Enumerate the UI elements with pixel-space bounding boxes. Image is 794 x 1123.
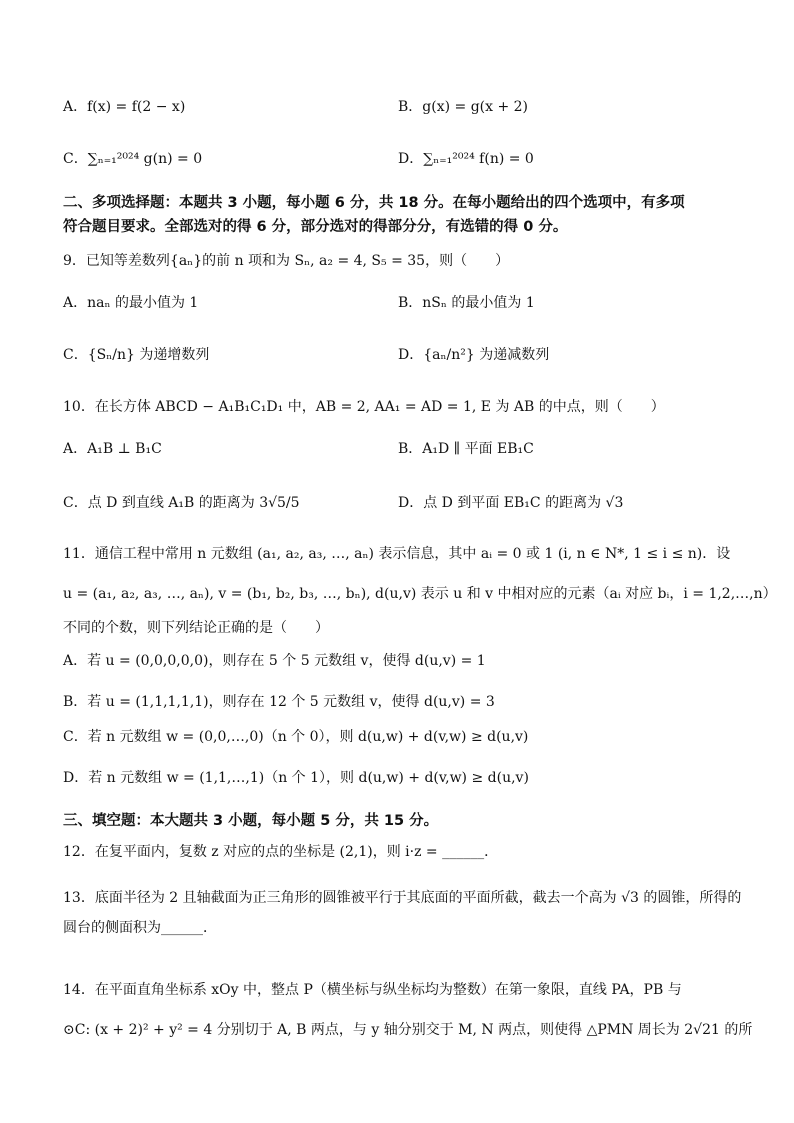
q9-option-d: D．{aₙ/n²} 为递减数列 [398,347,550,363]
q13-line2: 圆台的侧面积为______． [63,920,217,936]
q11-option-c: C．若 n 元数组 w = (0,0,…,0)（n 个 0），则 d(u,w) + d(v,w) ≥ d(u,v) [63,729,529,745]
q11-stem-line2: u = (a₁, a₂, a₃, …, aₙ), v = (b₁, b₂, b₃, …, bₙ), d(u,v) 表示 u 和 v 中相对应的元素（aᵢ 对应 bᵢ，i = 1,2,…,n） [63,586,777,602]
q11-option-a: A．若 u = (0,0,0,0,0)，则存在 5 个 5 元数组 v，使得 d(u,v) = 1 [63,653,486,669]
q8-option-d: D．∑ₙ₌₁²⁰²⁴ f(n) = 0 [398,151,534,167]
q10-option-c: C．点 D 到直线 A₁B 的距离为 3√5/5 [63,495,300,511]
q9-stem: 9．已知等差数列{aₙ}的前 n 项和为 Sₙ, a₂ = 4, S₅ = 35，则（ ） [63,253,510,269]
q11-stem-line1: 11．通信工程中常用 n 元数组 (a₁, a₂, a₃, …, aₙ) 表示信息，其中 aᵢ = 0 或 1 (i, n ∈ N*, 1 ≤ i ≤ n)．设 [63,546,731,562]
q11-stem-line3: 不同的个数，则下列结论正确的是（ ） [63,620,329,636]
q8-option-b: B．g(x) = g(x + 2) [398,99,529,115]
q10-option-b: B．A₁D ∥ 平面 EB₁C [398,441,534,457]
q10-option-a: A．A₁B ⊥ B₁C [63,441,162,457]
section2-heading-line2: 符合题目要求。全部选对的得 6 分，部分选对的得部分分，有选错的得 0 分。 [63,219,568,235]
q9-option-a: A．naₙ 的最小值为 1 [63,295,199,311]
q8-option-a: A．f(x) = f(2 − x) [63,99,186,115]
q13-line1: 13．底面半径为 2 且轴截面为正三角形的圆锥被平行于其底面的平面所截，截去一个高为 √3 的圆锥，所得的 [63,890,742,906]
q10-stem: 10．在长方体 ABCD − A₁B₁C₁D₁ 中，AB = 2, AA₁ = AD = 1, E 为 AB 的中点，则（ ） [63,399,665,415]
q8-option-c: C．∑ₙ₌₁²⁰²⁴ g(n) = 0 [63,151,203,167]
q10-option-d: D．点 D 到平面 EB₁C 的距离为 √3 [398,495,624,511]
q11-option-b: B．若 u = (1,1,1,1,1)，则存在 12 个 5 元数组 v，使得 d(u,v) = 3 [63,694,495,710]
q9-option-c: C．{Sₙ/n} 为递增数列 [63,347,210,363]
section2-heading-line1: 二、多项选择题：本题共 3 小题，每小题 6 分，共 18 分。在每小题给出的四个选项中，有多项 [63,195,685,211]
q14-line1: 14．在平面直角坐标系 xOy 中，整点 P（横坐标与纵坐标均为整数）在第一象限，直线 PA，PB 与 [63,982,682,998]
q12-text: 12．在复平面内，复数 z 对应的点的坐标是 (2,1)，则 i·z = ______． [63,844,499,860]
q14-line2: ⊙C: (x + 2)² + y² = 4 分别切于 A, B 两点，与 y 轴分别交于 M, N 两点，则使得 △PMN 周长为 2√21 的所 [63,1022,753,1038]
section3-heading: 三、填空题：本大题共 3 小题，每小题 5 分，共 15 分。 [63,813,439,829]
q11-option-d: D．若 n 元数组 w = (1,1,…,1)（n 个 1），则 d(u,w) + d(v,w) ≥ d(u,v) [63,770,529,786]
q9-option-b: B．nSₙ 的最小值为 1 [398,295,535,311]
